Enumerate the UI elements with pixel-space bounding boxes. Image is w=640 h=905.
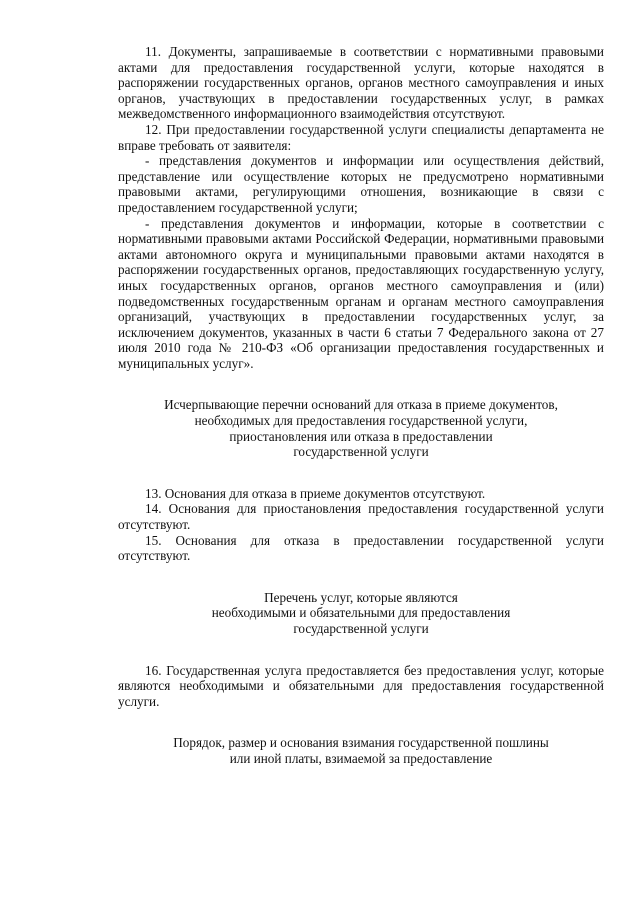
heading-line: государственной услуги	[293, 444, 429, 460]
heading-line: приостановления или отказа в предоставлении	[229, 428, 493, 444]
heading-line: необходимыми и обязательными для предоставления	[211, 605, 511, 621]
heading-line: Перечень услуг, которые являются	[264, 589, 458, 605]
heading-line: государственной услуги	[293, 621, 429, 636]
paragraph-15: 15. Основания для отказа в предоставлении государственной услуги отсутствуют.	[118, 532, 604, 564]
section-heading-required-services	[118, 590, 604, 637]
heading-line: необходимых для предоставления государственной услуги,	[194, 413, 528, 429]
paragraph-14: 14. Основания для приостановления предоставления государственной услуги отсутствуют.	[118, 501, 604, 533]
paragraph-12-item-1: - представления документов и информации или осуществления действий, представление или осуществление которых не предусмотрено нормативными правовыми актами, регулирующими отношения, возникающие в связи с предоставлением государственной услуги;	[118, 153, 604, 215]
paragraph-13: 13. Основания для отказа в приеме документов отсутствуют.	[145, 485, 486, 501]
heading-line: Порядок, размер и основания взимания государственной пошлины	[173, 735, 549, 751]
paragraph-11: 11. Документы, запрашиваемые в соответствии с нормативными правовыми актами для предоставления государственной услуги, которые находятся в распоряжении государственных органов, органов местного самоуправления и иных органов, участвующих в предоставлении государственных услуг, в рамках межведомственного информационного взаимодействия отсутствуют.	[118, 44, 604, 122]
paragraph-12: 12. При предоставлении государственной услуги специалисты департамента не вправе требовать от заявителя:	[118, 121, 604, 153]
document-body	[118, 44, 604, 767]
paragraph-16: 16. Государственная услуга предоставляется без предоставления услуг, которые являются необходимыми и обязательными для предоставления государственной услуги.	[118, 662, 604, 709]
section-heading-refusal-grounds	[118, 397, 604, 459]
heading-line: Исчерпывающие перечни оснований для отказа в приеме документов,	[164, 397, 558, 413]
section-heading-state-fee	[118, 735, 604, 766]
paragraph-12-item-2: - представления документов и информации, которые в соответствии с нормативными правовыми актами Российской Федерации, нормативными правовыми актами автономного округа и муниципальными правовыми актами находятся в распоряжении государственных органов, предоставляющих государственную услугу, иных государственных органов, органов местного самоуправления и (или) подведомственных государственным органам и органам местного самоуправления организаций, участвующих в предоставлении государственных услуг, за исключением документов, указанных в части 6 статьи 7 Федерального закона от 27 июля 2010 года № 210-ФЗ «Об организации предоставления государственных и муниципальных услуг».	[118, 215, 604, 371]
heading-line: или иной платы, взимаемой за предоставление	[229, 750, 493, 766]
